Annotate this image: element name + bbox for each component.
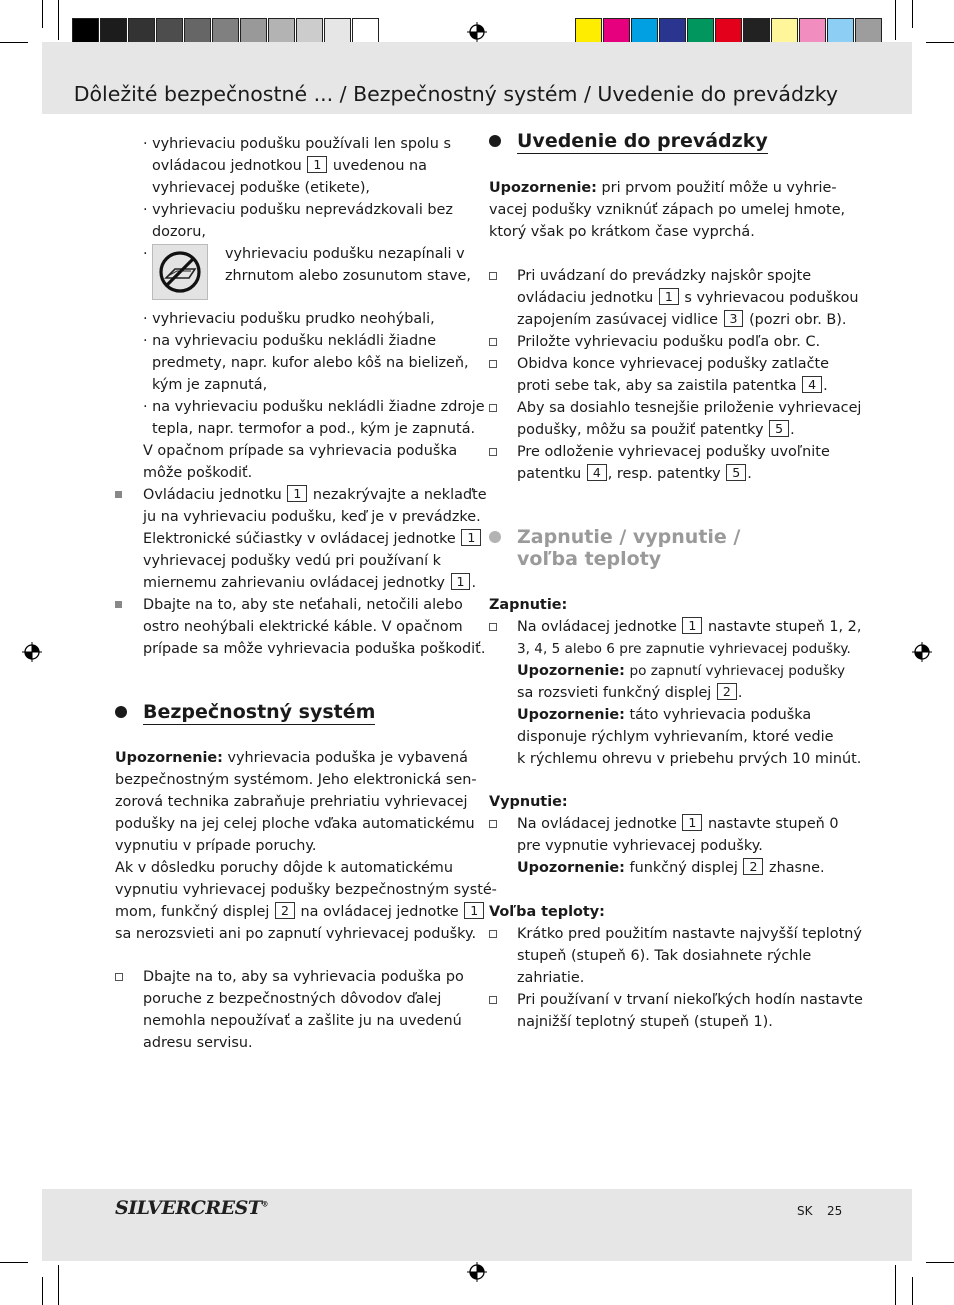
- list-item: · vyhrievaciu podušku prudko neohýbali,: [143, 311, 435, 327]
- list-item: dozoru,: [152, 224, 206, 240]
- square-bullet-icon: [115, 491, 122, 498]
- list-item: zhrnutom alebo zosunutom stave,: [225, 268, 471, 284]
- crop-mark: [895, 1265, 896, 1305]
- checkbox-bullet-icon: [489, 623, 497, 631]
- crop-mark: [912, 0, 913, 28]
- step-text: zahriatie.: [517, 970, 585, 986]
- list-item: V opačnom prípade sa vyhrievacia poduška: [143, 443, 458, 459]
- crop-mark: [912, 1277, 913, 1305]
- list-item: · na vyhrievaciu podušku nekládli žiadne: [143, 333, 437, 349]
- step-text: Obidva konce vyhrievacej podušky zatlačte: [517, 356, 830, 372]
- paragraph-line: Upozornenie: pri prvom použití môže u vyhrie-: [489, 180, 837, 196]
- section-heading: Zapnutie / vypnutie /: [517, 526, 741, 548]
- step-text: Upozornenie: po zapnutí vyhrievacej podušky: [517, 663, 845, 679]
- step-text: Pri používaní v trvaní niekoľkých hodín nastavte: [517, 992, 863, 1008]
- step-text: pre vypnutie vyhrievacej podušky.: [517, 838, 763, 854]
- crosshair-icon: [22, 642, 42, 662]
- color-swatch: [184, 18, 211, 45]
- paragraph-line: Ak v dôsledku poruchy dôjde k automatickému: [115, 860, 453, 876]
- no-folded-pad-icon: [152, 244, 208, 300]
- paragraph-line: bezpečnostným systémom. Jeho elektronická sen-: [115, 772, 477, 788]
- brand-logo: SILVERCREST®: [115, 1197, 268, 1219]
- ref-number: 3: [724, 310, 744, 327]
- ref-number: 4: [802, 376, 822, 393]
- paragraph-line: ktorý však po krátkom čase vyprchá.: [489, 224, 755, 240]
- list-mark: ·: [143, 246, 148, 262]
- crop-mark: [926, 42, 954, 43]
- language-code: SK: [797, 1204, 813, 1218]
- ref-number: 1: [451, 573, 471, 590]
- crop-mark: [0, 42, 28, 43]
- crop-mark: [58, 0, 59, 40]
- checkbox-bullet-icon: [489, 930, 497, 938]
- list-item: · vyhrievaciu podušku používali len spolu s: [143, 136, 451, 152]
- section-dot-icon: [489, 531, 501, 543]
- crosshair-icon: [912, 642, 932, 662]
- color-swatch: [240, 18, 267, 45]
- bullet-text: Ovládaciu jednotku 1 nezakrývajte a neklaďte: [143, 486, 487, 503]
- step-text: Aby sa dosiahlo tesnejšie priloženie vyhrievacej: [517, 400, 862, 416]
- bullet-text: ostro neohýbali elektrické káble. V opačnom: [143, 619, 463, 635]
- square-bullet-icon: [115, 601, 122, 608]
- checkbox-bullet-icon: [489, 360, 497, 368]
- color-swatch: [324, 18, 351, 45]
- section-dot-icon: [115, 706, 127, 718]
- subheading: Vypnutie:: [489, 794, 568, 810]
- paragraph-line: mom, funkčný displej 2 na ovládacej jednotke 1: [115, 901, 485, 923]
- ref-number: 1: [682, 617, 702, 634]
- color-swatch: [352, 18, 379, 45]
- step-text: disponuje rýchlym vyhrievaním, ktoré vedie: [517, 729, 834, 745]
- ref-number: 1: [682, 814, 702, 831]
- step-text: stupeň (stupeň 6). Tak dosiahnete rýchle: [517, 948, 812, 964]
- checkbox-bullet-icon: [489, 404, 497, 412]
- bullet-text: Dbajte na to, aby ste neťahali, netočili alebo: [143, 597, 463, 613]
- color-swatch: [603, 18, 630, 45]
- crop-mark: [0, 1262, 28, 1263]
- ref-number: 1: [464, 902, 484, 919]
- step-text: sa rozsvieti funkčný displej 2 .: [517, 684, 743, 701]
- ref-number: 5: [769, 420, 789, 437]
- bullet-text: miernemu zahrievaniu ovládacej jednotky 1 .: [143, 574, 477, 591]
- color-swatch: [855, 18, 882, 45]
- step-text: k rýchlemu ohrevu v priebehu prvých 10 minút.: [517, 751, 862, 767]
- ref-number: 2: [717, 683, 737, 700]
- crosshair-icon: [467, 22, 487, 42]
- list-item: môže poškodiť.: [143, 465, 253, 481]
- step-text: podušky, môžu sa použiť patentky 5 .: [517, 421, 795, 438]
- step-text: najnižší teplotný stupeň (stupeň 1).: [517, 1014, 773, 1030]
- paragraph-line: vypnutiu v prípade poruchy.: [115, 838, 317, 854]
- color-swatch: [771, 18, 798, 45]
- crop-mark: [42, 0, 43, 28]
- subheading: Voľba teploty:: [489, 904, 605, 920]
- paragraph-line: zorová technika zabraňuje prehriatiu vyhrievacej: [115, 794, 468, 810]
- paragraph-line: vacej podušky vzniknúť zápach po umelej hmote,: [489, 202, 846, 218]
- checkbox-bullet-icon: [115, 973, 123, 981]
- step-text: Upozornenie: funkčný displej 2 zhasne.: [517, 859, 825, 876]
- bullet-text: prípade sa môže vyhrievacia poduška poškodiť.: [143, 641, 486, 657]
- bullet-text: ju na vyhrievaciu podušku, keď je v prevádzke.: [143, 509, 481, 525]
- ref-number: 1: [659, 288, 679, 305]
- ref-number: 5: [726, 464, 746, 481]
- step-text: Priložte vyhrievaciu podušku podľa obr. C.: [517, 334, 821, 350]
- color-swatch: [715, 18, 742, 45]
- color-swatch: [268, 18, 295, 45]
- color-swatch: [799, 18, 826, 45]
- list-item: vyhrievaciu podušku nezapínali v: [225, 246, 465, 262]
- checkbox-bullet-icon: [489, 448, 497, 456]
- checkbox-bullet-icon: [489, 272, 497, 280]
- color-swatch: [128, 18, 155, 45]
- color-swatch: [743, 18, 770, 45]
- bullet-text: adresu servisu.: [143, 1035, 253, 1051]
- paragraph-line: sa nerozsvieti ani po zapnutí vyhrievacej podušky.: [115, 926, 477, 942]
- crosshair-icon: [467, 1262, 487, 1282]
- step-text: Upozornenie: táto vyhrievacia poduška: [517, 707, 812, 723]
- page-title: Dôležité bezpečnostné ... / Bezpečnostný systém / Uvedenie do prevádzky: [73, 82, 838, 106]
- color-swatch: [296, 18, 323, 45]
- crop-mark: [58, 1265, 59, 1305]
- checkbox-bullet-icon: [489, 338, 497, 346]
- list-item: kým je zapnutá,: [152, 377, 268, 393]
- ref-number: 2: [743, 858, 763, 875]
- ref-number: 1: [287, 485, 307, 502]
- list-item: · na vyhrievaciu podušku nekládli žiadne zdroje: [143, 399, 485, 415]
- bullet-text: nemohla nepoužívať a zašlite ju na uvedenú: [143, 1013, 462, 1029]
- color-swatch: [659, 18, 686, 45]
- checkbox-bullet-icon: [489, 820, 497, 828]
- step-text: Krátko pred použitím nastavte najvyšší teplotný: [517, 926, 862, 942]
- step-text: patentku 4 , resp. patentky 5 .: [517, 465, 752, 482]
- step-text: proti sebe tak, aby sa zaistila patentka 4 .: [517, 377, 828, 394]
- color-swatch: [72, 18, 99, 45]
- section-dot-icon: [489, 135, 501, 147]
- color-swatch: [827, 18, 854, 45]
- list-item: vyhrievacej poduške (etikete),: [152, 180, 371, 196]
- step-text: ovládaciu jednotku 1 s vyhrievacou poduškou: [517, 289, 859, 306]
- paragraph-line: Upozornenie: vyhrievacia poduška je vybavená: [115, 750, 468, 766]
- ref-number: 4: [587, 464, 607, 481]
- color-swatch: [156, 18, 183, 45]
- list-item: tepla, napr. termofor a pod., kým je zapnutá.: [152, 421, 476, 437]
- ref-number: 1: [461, 529, 481, 546]
- list-item: · vyhrievaciu podušku neprevádzkovali bez: [143, 202, 453, 218]
- crop-mark: [42, 1277, 43, 1305]
- section-heading: voľba teploty: [517, 548, 662, 570]
- color-swatch: [100, 18, 127, 45]
- color-swatch: [687, 18, 714, 45]
- subheading: Zapnutie:: [489, 597, 568, 613]
- crop-mark: [895, 0, 896, 40]
- bullet-text: Dbajte na to, aby sa vyhrievacia poduška po: [143, 969, 464, 985]
- list-item: predmety, napr. kufor alebo kôš na bielizeň,: [152, 355, 469, 371]
- color-swatch: [575, 18, 602, 45]
- paragraph-line: vypnutiu vyhrievacej podušky bezpečnostným systé-: [115, 882, 497, 898]
- page-number: 25: [827, 1204, 843, 1218]
- section-heading: Uvedenie do prevádzky: [517, 130, 768, 152]
- step-text: Pri uvádzaní do prevádzky najskôr spojte: [517, 268, 812, 284]
- color-swatch: [631, 18, 658, 45]
- paragraph-line: podušky na jej celej ploche vďaka automatickému: [115, 816, 475, 832]
- step-text: Na ovládacej jednotke 1 nastavte stupeň 1, 2,: [517, 618, 862, 635]
- bullet-text: vyhrievacej podušky vedú pri používaní k: [143, 553, 441, 569]
- step-text: 3, 4, 5 alebo 6 pre zapnutie vyhrievacej podušky.: [517, 641, 851, 657]
- bullet-text: poruche z bezpečnostných dôvodov ďalej: [143, 991, 442, 1007]
- crop-mark: [926, 1262, 954, 1263]
- step-text: Pre odloženie vyhrievacej podušky uvoľnite: [517, 444, 830, 460]
- checkbox-bullet-icon: [489, 996, 497, 1004]
- section-heading: Bezpečnostný systém: [143, 701, 376, 723]
- step-text: Na ovládacej jednotke 1 nastavte stupeň 0: [517, 815, 839, 832]
- bullet-text: Elektronické súčiastky v ovládacej jednotke 1: [143, 528, 482, 550]
- list-item: ovládacou jednotkou 1 uvedenou na: [152, 157, 427, 174]
- color-swatch: [212, 18, 239, 45]
- step-text: zapojením zasúvacej vidlice 3 (pozri obr. B).: [517, 311, 847, 328]
- ref-number: 2: [275, 902, 295, 919]
- ref-number: 1: [307, 156, 327, 173]
